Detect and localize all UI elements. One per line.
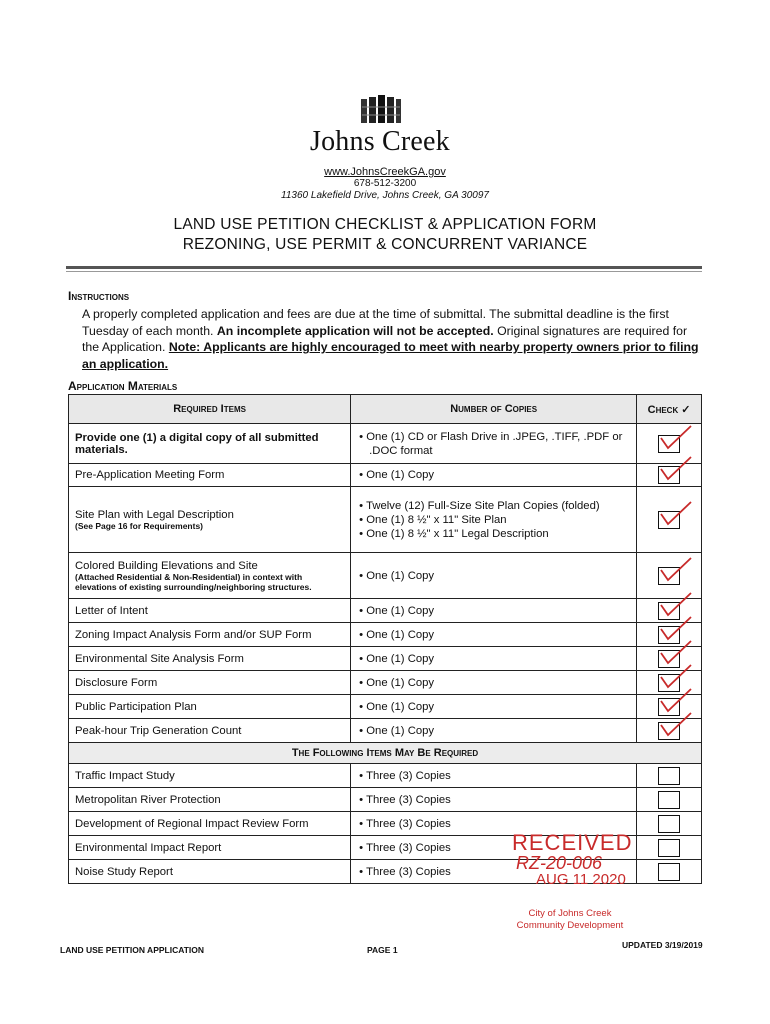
col-check: Check ✓ [637,395,702,424]
item-regional-impact: Development of Regional Impact Review Form [69,812,351,836]
instructions-note: Note: Applicants are highly encouraged to meet with nearby property owners prior to filing an application. [82,340,699,371]
table-row [69,788,702,812]
instructions-warning: An incomplete application will not be accepted. [216,323,494,338]
item-building-elevations: Colored Building Elevations and Site (Attached Residential & Non-Residential) in context with elevations of existing surrounding/neighboring structures. [69,553,351,599]
table-row [69,671,702,695]
table-row [69,487,702,553]
materials-table [68,394,702,884]
form-subtitle: REZONING, USE PERMIT & CONCURRENT VARIANCE [182,236,588,253]
org-name: Johns Creek [310,126,450,157]
footer-form-name: LAND USE PETITION APPLICATION [60,945,205,955]
table-row [69,719,702,743]
website-link[interactable]: www.JohnsCreekGA.gov [324,166,446,178]
checkbox[interactable] [658,466,680,484]
copies-cell: • One (1) Copy [351,553,637,599]
city-stamp [500,908,640,932]
checkbox[interactable] [658,511,680,529]
copies-cell: • Three (3) Copies [351,860,637,884]
copies-cell: • Twelve (12) Full-Size Site Plan Copies (folded) • One (1) 8 ½" x 11" Site Plan • One (1) 8 ½" x 11" Legal Description [351,487,637,553]
city-stamp-line1: City of Johns Creek [528,908,612,919]
checkbox[interactable] [658,435,680,453]
footer-page-number: PAGE 1 [367,945,398,955]
instructions-part1: A properly completed application and fees are due at the time of submittal. The submittal deadline is the first Tuesday of each month. [82,307,669,338]
table-row [69,695,702,719]
header-divider [66,266,702,269]
phone-number: 678-512-3200 [353,178,417,189]
checkmark-icon [657,711,693,741]
check-cell[interactable] [637,719,702,743]
copies-cell: • One (1) Copy [351,719,637,743]
check-cell[interactable] [637,464,702,487]
header-divider-thin [66,271,702,272]
checkbox[interactable] [658,567,680,585]
check-cell[interactable] [637,836,702,860]
stamp-date: AUG 11 2020 [536,871,626,888]
item-note: (Attached Residential & Non-Residential) in context with elevations of existing surrounding/neighboring structures. [75,571,312,592]
address: 11360 Lakefield Drive, Johns Creek, GA 30097 [281,190,489,201]
checkmark-icon [657,556,693,586]
copies-cell: • One (1) Copy [351,695,637,719]
instructions-part2: Original signatures are required for the Application. [82,323,688,354]
check-cell[interactable] [637,764,702,788]
table-header-row [69,395,702,424]
col-number-of-copies: Number of Copies [351,395,637,424]
checkmark-icon [657,455,693,485]
instructions-heading: Instructions [68,289,130,303]
checkbox[interactable] [658,815,680,833]
item-noise-study: Noise Study Report [69,860,351,884]
copies-text: • One (1) CD or Flash Drive in .JPEG, .TIFF, .PDF or .DOC format [359,430,623,457]
item-river-protection: Metropolitan River Protection [69,788,351,812]
copies-cell: • One (1) Copy [351,599,637,623]
stamp-received: RECEIVED [512,830,633,855]
table-row [69,424,702,464]
materials-heading: Application Materials [68,379,178,393]
copies-cell: • Three (3) Copies [351,836,637,860]
copies-cell: • One (1) Copy [351,623,637,647]
item-zoning-impact: Zoning Impact Analysis Form and/or SUP Form [69,623,351,647]
stamp-case-number: RZ-20-006 [516,853,603,873]
city-stamp-line2: Community Development [516,920,624,931]
footer-updated-date: UPDATED 3/19/2019 [622,940,703,950]
instructions-text [82,306,702,372]
item-disclosure: Disclosure Form [69,671,351,695]
section-row [69,743,702,764]
copies-cell: • One (1) Copy [351,647,637,671]
checkbox[interactable] [658,767,680,785]
check-cell[interactable] [637,788,702,812]
item-digital-copy: Provide one (1) a digital copy of all submitted materials. [69,424,351,464]
checkmark-icon [657,424,693,454]
copies-cell [351,424,637,464]
check-cell[interactable] [637,860,702,884]
checkbox[interactable] [658,863,680,881]
copies-cell: • Three (3) Copies [351,788,637,812]
table-row [69,647,702,671]
checkmark-icon [657,500,693,530]
form-title: LAND USE PETITION CHECKLIST & APPLICATION FORM [173,216,597,233]
item-peak-hour: Peak-hour Trip Generation Count [69,719,351,743]
table-row [69,764,702,788]
check-cell[interactable] [637,487,702,553]
copies-cell: • Three (3) Copies [351,764,637,788]
item-letter-of-intent: Letter of Intent [69,599,351,623]
copies-cell: • Three (3) Copies [351,812,637,836]
item-site-plan: Site Plan with Legal Description (See Page 16 for Requirements) [69,487,351,553]
copies-cell: • One (1) Copy [351,464,637,487]
col-required-items: Required Items [69,395,351,424]
table-row [69,464,702,487]
item-environmental-impact: Environmental Impact Report [69,836,351,860]
checkbox[interactable] [658,839,680,857]
table-row [69,623,702,647]
item-traffic-impact: Traffic Impact Study [69,764,351,788]
received-stamp [512,832,632,888]
checkbox[interactable] [658,791,680,809]
table-row [69,553,702,599]
checkbox[interactable] [658,722,680,740]
item-public-participation: Public Participation Plan [69,695,351,719]
johns-creek-logo-icon [360,95,402,125]
item-environmental-site: Environmental Site Analysis Form [69,647,351,671]
optional-section-heading: The Following Items May Be Required [69,743,702,764]
copies-cell: • One (1) Copy [351,671,637,695]
item-pre-application: Pre-Application Meeting Form [69,464,351,487]
table-row [69,599,702,623]
check-cell[interactable] [637,812,702,836]
item-note: (See Page 16 for Requirements) [75,520,204,531]
